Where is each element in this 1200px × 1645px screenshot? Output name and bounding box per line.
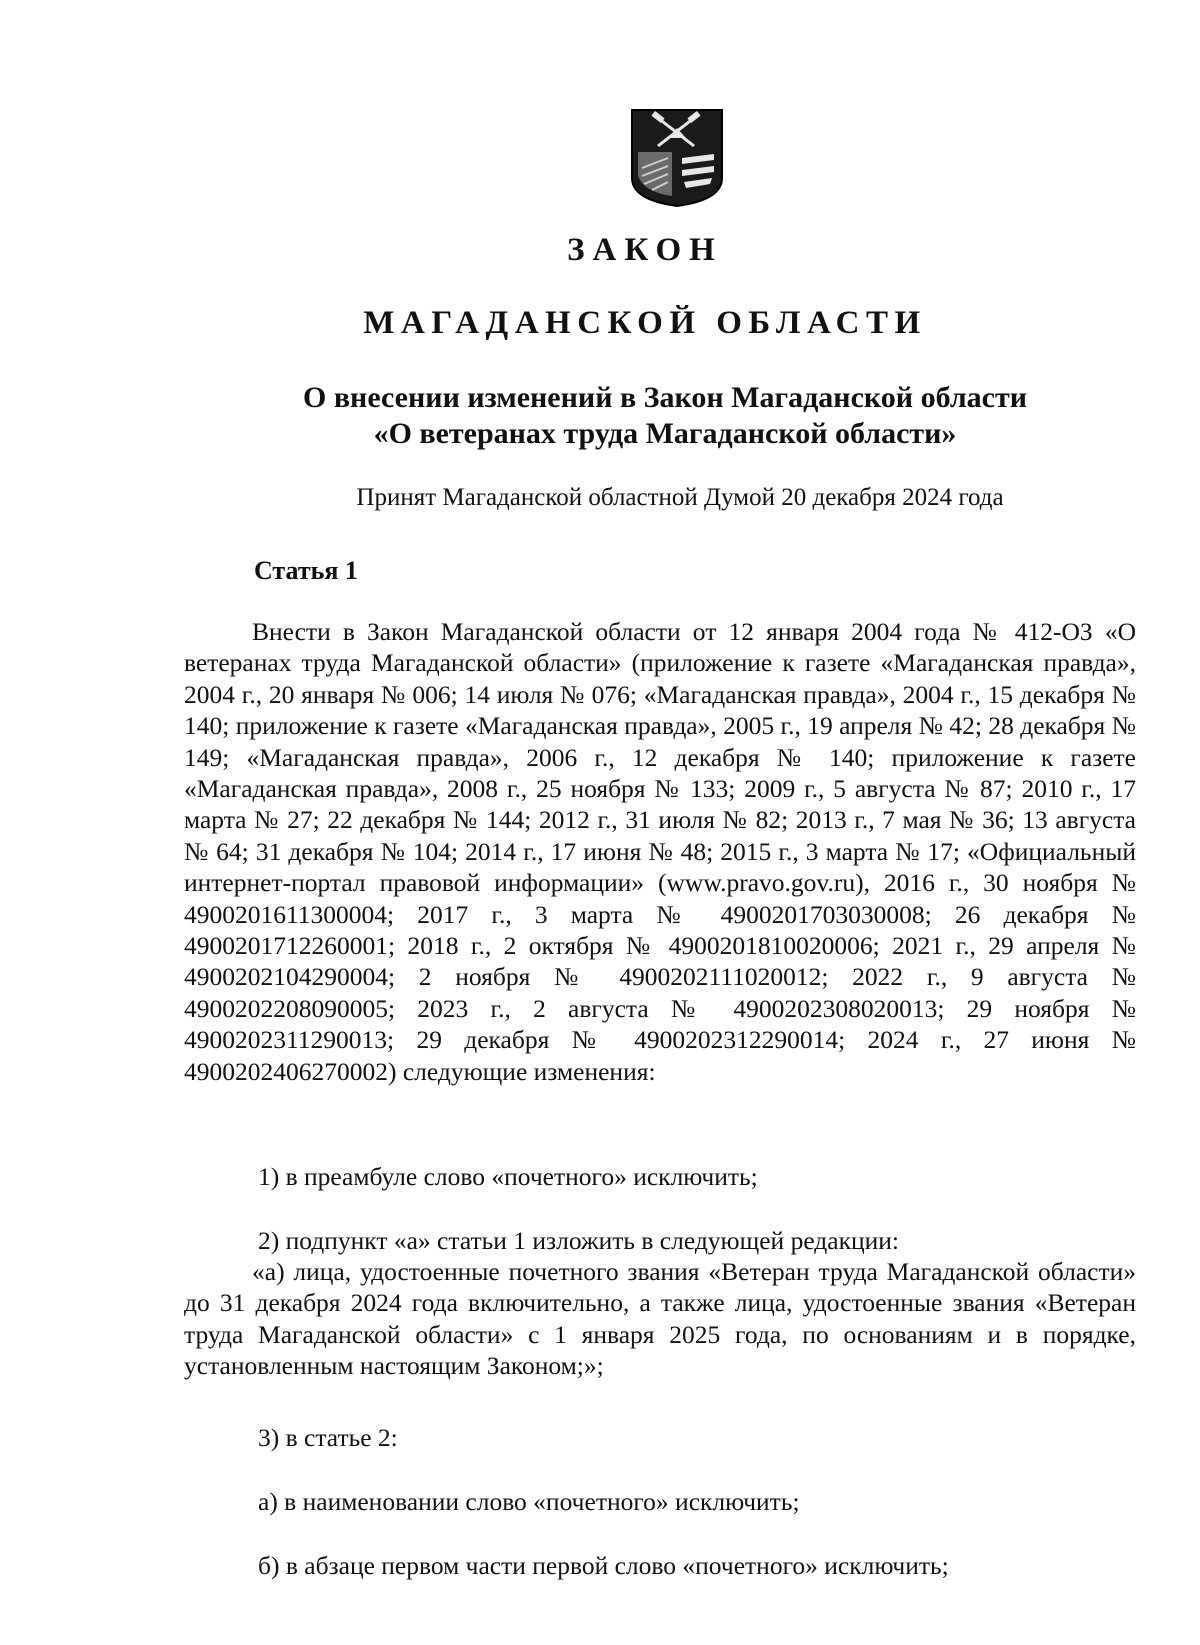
- law-title: ЗАКОН: [567, 232, 723, 268]
- amendment-item-3: 3) в статье 2:: [258, 1423, 398, 1452]
- document-heading: [180, 380, 1130, 452]
- coat-of-arms-icon: [628, 108, 726, 208]
- article-intro-paragraph: Внести в Закон Магаданской области от 12 января 2004 года № 412-ОЗ «О ветеранах труда Магаданской области» (приложение к газете «Магаданская правда», 2004 г., 20 января № 006; 14 июля № 076; «Магаданская правда», 2004 г., 15 декабря № 140; приложение к газете «Магаданская правда», 2005 г., 19 апреля № 42; 28 декабря № 149; «Магаданская правда», 2006 г., 12 декабря № 140; приложение к газете «Магаданская правда», 2008 г., 25 ноября № 133; 2009 г., 5 августа № 87; 2010 г., 17 марта № 27; 22 декабря № 144; 2012 г., 31 июля № 82; 2013 г., 7 мая № 36; 13 августа № 64; 31 декабря № 104; 2014 г., 17 июня № 48; 2015 г., 3 марта № 17; «Официальный интернет-портал правовой информации» (www.pravo.gov.ru), 2016 г., 30 ноября № 4900201611300004; 2017 г., 3 марта № 4900201703030008; 26 декабря № 4900201712260001; 2018 г., 2 октября № 4900201810020006; 2021 г., 29 апреля № 4900202104290004; 2 ноября № 4900202111020012; 2022 г., 9 августа № 4900202208090005; 2023 г., 2 августа № 4900202308020013; 29 ноября № 4900202311290013; 29 декабря № 4900202312290014; 2024 г., 27 июня № 4900202406270002) следующие изменения:: [184, 617, 1136, 1086]
- region-title: МАГАДАНСКОЙ ОБЛАСТИ: [363, 305, 927, 341]
- document-heading-line-1: О внесении изменений в Закон Магаданской области: [303, 381, 1027, 414]
- amendment-item-2-text: «а) лица, удостоенные почетного звания «Ветеран труда Магаданской области» до 31 декабря 2024 года включительно, а также лица, удостоенные звания «Ветеран труда Магаданской области» с 1 января 2025 года, по основаниям и в порядке, установленным настоящим Законом;»;: [184, 1257, 1136, 1381]
- amendment-item-2: 2) подпункт «а» статьи 1 изложить в следующей редакции:: [258, 1226, 900, 1255]
- amendment-item-3b: б) в абзаце первом части первой слово «почетного» исключить;: [258, 1551, 949, 1580]
- article-title: Статья 1: [254, 556, 358, 585]
- amendment-item-3a: а) в наименовании слово «почетного» исключить;: [258, 1487, 800, 1516]
- document-heading-line-2: «О ветеранах труда Магаданской области»: [373, 417, 957, 450]
- adoption-note: Принят Магаданской областной Думой 20 декабря 2024 года: [356, 484, 1004, 511]
- amendment-item-1: 1) в преамбуле слово «почетного» исключить;: [258, 1162, 758, 1191]
